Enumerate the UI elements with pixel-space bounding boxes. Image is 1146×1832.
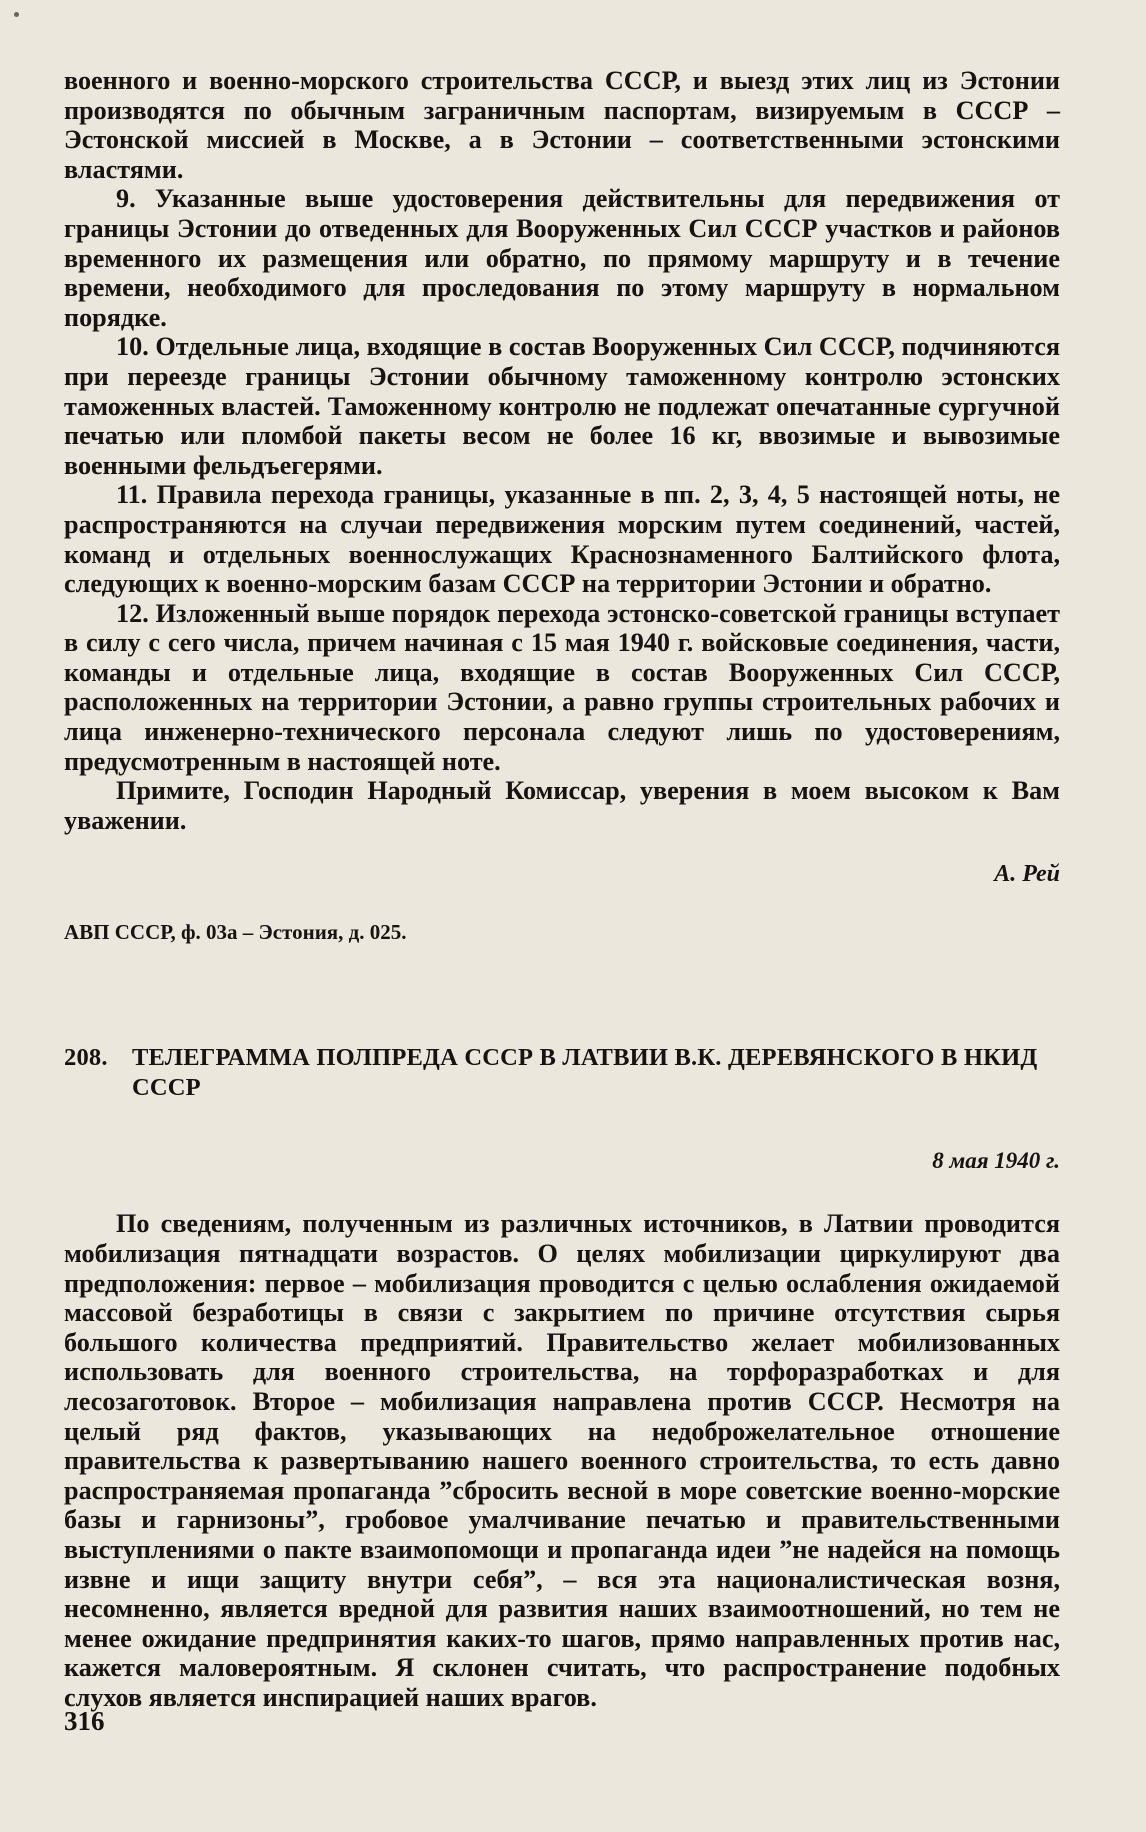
document-date: 8 мая 1940 г. (932, 1148, 1060, 1174)
archive-source: АВП СССР, ф. 03а – Эстония, д. 025. (64, 920, 407, 945)
note-text (64, 66, 1060, 835)
document-number: 208. (64, 1044, 108, 1072)
page-number: 316 (64, 1706, 105, 1736)
signature: А. Рей (994, 861, 1060, 888)
telegram-text (64, 1209, 1060, 1712)
paragraph-12: 12. Изложенный выше порядок перехода эстонско-советской границы вступает в силу с сего числа, причем начиная с 15 мая 1940 г. войсковые соединения, части, команды и отдельные лица, входящие в состав Вооруженных Сил СССР, расположенных на территории Эстонии, а равно группы строительных рабочих и лица инженерно-технического персонала следуют лишь по удостоверениям, предусмотренным в настоящей ноте. (64, 598, 1060, 776)
closing-paragraph: Примите, Господин Народный Комиссар, уверения в моем высоком к Вам уважении. (64, 776, 1060, 835)
document-heading (64, 1043, 1060, 1103)
scan-mark (14, 12, 19, 17)
paragraph-10: 10. Отдельные лица, входящие в состав Вооруженных Сил СССР, подчиняются при переезде границы Эстонии обычному таможенному контролю эстонских таможенных властей. Таможенному контролю не подлежат опечатанные сургучной печатью или пломбой пакеты весом не более 16 кг, ввозимые и вывозимые военными фельдъегерями. (64, 332, 1060, 480)
paragraph-11: 11. Правила перехода границы, указанные в пп. 2, 3, 4, 5 настоящей ноты, не распространяются на случаи передвижения морским путем соединений, частей, команд и отдельных военнослужащих Краснознаменного Балтийского флота, следующих к военно-морским базам СССР на территории Эстонии и обратно. (64, 480, 1060, 599)
telegram-body: По сведениям, полученным из различных источников, в Латвии проводится мобилизация пятнадцати возрастов. О целях мобилизации циркулируют два предположения: первое – мобилизация проводится с целью ослабления ожидаемой массовой безработицы в связи с закрытием по причине отсутствия сырья большого количества предприятий. Правительство желает мобилизованных использовать для военного строительства, на торфоразработках и для лесозаготовок. Второе – мобилизация направлена против СССР. Несмотря на целый ряд фактов, указывающих на недоброжелательное отношение правительства к развертыванию нашего военного строительства, то есть давно распространяемая пропаганда ”сбросить весной в море советские военно-морские базы и гарнизоны”, гробовое умалчивание печатью и правительственными выступлениями о пакте взаимопомощи и пропаганда идеи ”не надейся на помощь извне и ищи защиту внутри себя”, – вся эта националистическая возня, несомненно, является вредной для развития наших взаимоотношений, но тем не менее ожидание предпринятия каких-то шагов, прямо направленных против нас, кажется маловероятным. Я склонен считать, что распространение подобных слухов является инспирацией наших врагов. (64, 1209, 1060, 1712)
paragraph-9: 9. Указанные выше удостоверения действительны для передвижения от границы Эстонии до отведенных для Вооруженных Сил СССР участков и районов временного их размещения или обратно, по прямому маршруту и в течение времени, необходимого для проследования по этому маршруту в нормальном порядке. (64, 184, 1060, 332)
document-title: ТЕЛЕГРАММА ПОЛПРЕДА СССР В ЛАТВИИ В.К. ДЕРЕВЯНСКОГО В НКИД СССР (132, 1044, 1038, 1102)
paragraph-continuation: военного и военно-морского строительства СССР, и выезд этих лиц из Эстонии производятся по обычным заграничным паспортам, визируемым в СССР – Эстонской миссией в Москве, а в Эстонии – соответственными эстонскими властями. (64, 66, 1060, 184)
